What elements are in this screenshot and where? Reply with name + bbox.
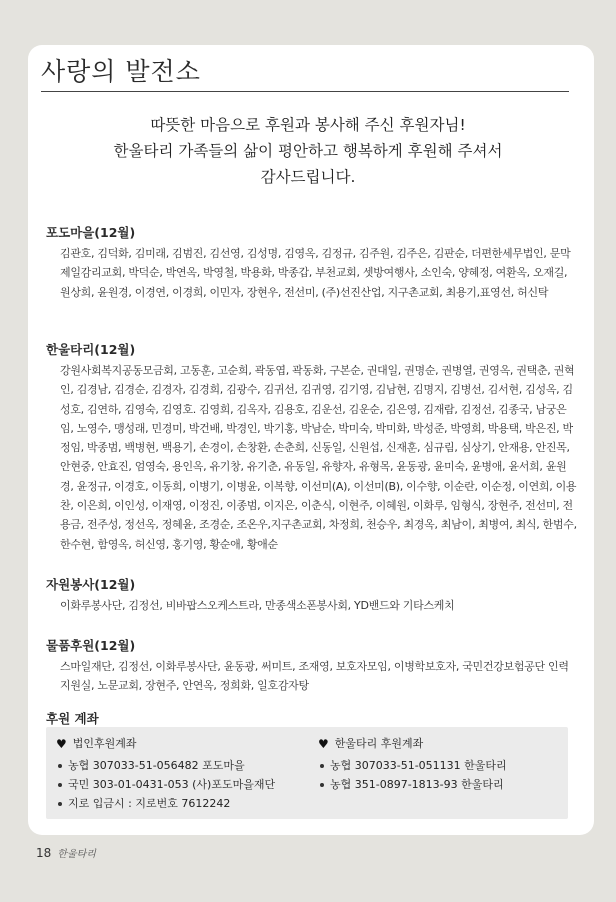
section-title: 포도마을(12월) (46, 225, 136, 240)
greeting-line: 감사드립니다. (260, 168, 356, 186)
donor-list: 스마일재단, 김정선, 이화루봉사단, 윤동광, 써미트, 조재영, 보호자모임, 이병학보호자, 국민건강보험공단 인력지원실, 노문교회, 장현주, 안연옥, 정희화, 일호감자탕 (60, 660, 569, 693)
section-title: 한울타리(12월) (46, 342, 136, 357)
accounts-title: 후원 계좌 (46, 711, 99, 726)
donor-section-volunteer (46, 575, 578, 615)
donor-list: 이화루봉사단, 김정선, 비바팝스오케스트라, 만종색소폰봉사회, YD밴드와 기타스케치 (60, 599, 455, 612)
accounts-box (46, 727, 568, 819)
hanul-account-column (318, 735, 507, 794)
account-item: 지로 입금시 : 지로번호 7612242 (56, 794, 275, 813)
account-list (318, 756, 507, 794)
greeting-line: 한울타리 가족들의 삶이 평안하고 행복하게 후원해 주셔서 (113, 142, 503, 160)
donor-list: 김관호, 김덕화, 김미래, 김범진, 김선영, 김성명, 김영옥, 김정규, 김주원, 김주은, 김판순, 더편한세무법인, 문막제일감리교회, 박덕순, 박연옥, 박영철, 박용화, 박종갑, 부천교회, 셋방여행사, 소인숙, 양혜정, 여환옥, 오재길, 원상희, 윤원경, 이경연, 이경희, 이민자, 장현우, 전선미, (주)선진산업, 지구촌교회, 최용기,표영선, 허신탁 (60, 247, 571, 299)
section-title: 자원봉사(12월) (46, 577, 136, 592)
account-list (56, 756, 275, 813)
donor-list: 강원사회복지공동모금회, 고동훈, 고순희, 곽동엽, 곽동화, 구본순, 권대일, 권명순, 권병열, 권영옥, 권택춘, 권혁인, 김경남, 김경순, 김경자, 김경희, 김광수, 김귀선, 김귀영, 김기영, 김남현, 김명지, 김병선, 김서현, 김성옥, 김성호, 김연하, 김영숙, 김영호. 김영희, 김옥자, 김용호, 김운선, 김운순, 김은영, 김재람, 김정선, 김종국, 남궁은임, 노영수, 맹성래, 민경미, 박건배, 박경인, 박기홍, 박남순, 박미숙, 박미화, 박성준, 박영희, 박용택, 박은진, 박정임, 박종범, 백병현, 백용기, 손경이, 손창환, 손춘희, 신동일, 신원섭, 신재훈, 심규림, 심상기, 안재용, 안진목, 안현중, 안효진, 엄영숙, 용인옥, 유기창, 유기춘, 유동일, 유향자, 유형목, 윤동광, 윤미숙, 윤병애, 윤서희, 윤원경, 윤정규, 이경호, 이동희, 이병기, 이병윤, 이복향, 이선미(A), 이선미(B), 이수향, 이순란, 이순정, 이연희, 이용찬, 이은희, 이인성, 이재영, 이정진, 이종범, 이지은, 이춘식, 이현주, 이혜원, 이화루, 임형식, 장현주, 전선미, 전용금, 전주성, 정선옥, 정혜윤, 조경순, 조온우,지구촌교회, 차정희, 천승우, 최경옥, 최남이, 최병여, 최식, 한범수, 한수현, 함영옥, 허신영, 홍기영, 황순애, 황애순 (60, 364, 577, 551)
account-item: 농협 307033-51-056482 포도마을 (56, 756, 275, 775)
donor-section-podo (46, 223, 578, 302)
account-item: 농협 351-0897-1813-93 한울타리 (318, 775, 507, 794)
donor-section-hanul (46, 340, 578, 554)
corporate-account-column (56, 735, 275, 813)
heart-icon: ♥ (56, 737, 67, 751)
account-item: 국민 303-01-0431-053 (사)포도마을재단 (56, 775, 275, 794)
section-title: 물품후원(12월) (46, 638, 136, 653)
account-heading: 법인후원계좌 (72, 737, 137, 750)
donor-section-goods (46, 636, 578, 696)
greeting-line: 따뜻한 마음으로 후원과 봉사해 주신 후원자님! (150, 116, 466, 134)
account-item: 농협 307033-51-051131 한울타리 (318, 756, 507, 775)
footer-logo: 한울타리 (57, 849, 96, 860)
greeting-message (40, 112, 576, 190)
title-divider (41, 91, 569, 92)
page-number: 18 (36, 846, 52, 860)
account-heading: 한울타리 후원계좌 (334, 737, 424, 750)
page-footer (36, 845, 96, 860)
heart-icon: ♥ (318, 737, 329, 751)
page-title: 사랑의 발전소 (41, 57, 201, 86)
